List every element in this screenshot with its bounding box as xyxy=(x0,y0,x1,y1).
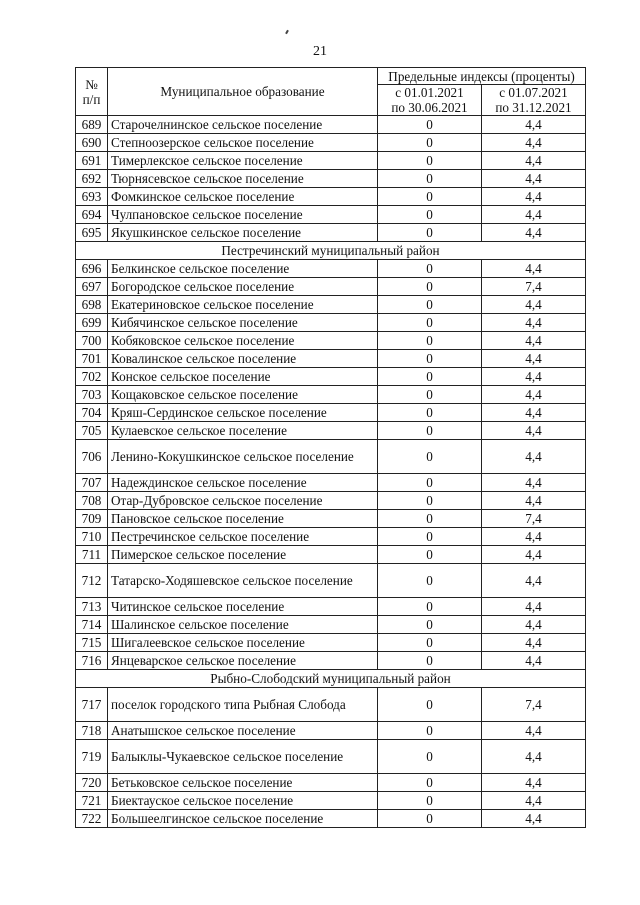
row-number: 719 xyxy=(76,740,108,774)
row-number: 697 xyxy=(76,278,108,296)
index-period-2: 4,4 xyxy=(482,116,586,134)
district-name: Пестречинский муниципальный район xyxy=(76,242,586,260)
table-row xyxy=(76,152,586,170)
municipality-name: Отар-Дубровское сельское поселение xyxy=(108,492,378,510)
row-number: 701 xyxy=(76,350,108,368)
row-number: 716 xyxy=(76,652,108,670)
index-period-1: 0 xyxy=(378,722,482,740)
row-number: 698 xyxy=(76,296,108,314)
index-period-2: 4,4 xyxy=(482,616,586,634)
header-municipality-label: Муниципальное образование xyxy=(160,84,325,99)
row-number: 694 xyxy=(76,206,108,224)
index-period-2: 4,4 xyxy=(482,260,586,278)
row-number: 722 xyxy=(76,810,108,828)
municipality-name: Белкинское сельское поселение xyxy=(108,260,378,278)
municipality-name: Фомкинское сельское поселение xyxy=(108,188,378,206)
municipality-name: Екатериновское сельское поселение xyxy=(108,296,378,314)
row-number: 702 xyxy=(76,368,108,386)
row-number: 707 xyxy=(76,474,108,492)
table-row xyxy=(76,474,586,492)
municipality-name: Надеждинское сельское поселение xyxy=(108,474,378,492)
index-period-1: 0 xyxy=(378,440,482,474)
index-period-1: 0 xyxy=(378,564,482,598)
district-row xyxy=(76,242,586,260)
table-row xyxy=(76,350,586,368)
table-row xyxy=(76,440,586,474)
index-period-1: 0 xyxy=(378,278,482,296)
header-number-label: № п/п xyxy=(82,76,101,107)
municipality-name: Тюрнясевское сельское поселение xyxy=(108,170,378,188)
index-period-2: 4,4 xyxy=(482,474,586,492)
index-period-1: 0 xyxy=(378,528,482,546)
municipality-name: Пановское сельское поселение xyxy=(108,510,378,528)
index-period-1: 0 xyxy=(378,260,482,278)
table-row xyxy=(76,116,586,134)
row-number: 718 xyxy=(76,722,108,740)
row-number: 710 xyxy=(76,528,108,546)
index-period-2: 4,4 xyxy=(482,546,586,564)
index-period-2: 4,4 xyxy=(482,386,586,404)
municipality-name: Бетьковское сельское поселение xyxy=(108,774,378,792)
index-period-2: 7,4 xyxy=(482,510,586,528)
index-period-1: 0 xyxy=(378,386,482,404)
table-row xyxy=(76,422,586,440)
page-number: 21 xyxy=(313,44,327,59)
table-row xyxy=(76,722,586,740)
municipality-name: Кряш-Сердинское сельское поселение xyxy=(108,404,378,422)
row-number: 699 xyxy=(76,314,108,332)
header-municipality xyxy=(108,68,378,116)
municipality-name: Кощаковское сельское поселение xyxy=(108,386,378,404)
index-period-2: 7,4 xyxy=(482,278,586,296)
scan-mark xyxy=(285,30,289,34)
index-period-1: 0 xyxy=(378,774,482,792)
index-period-1: 0 xyxy=(378,546,482,564)
municipality-name: Конское сельское поселение xyxy=(108,368,378,386)
table-row xyxy=(76,810,586,828)
index-period-1: 0 xyxy=(378,652,482,670)
index-period-1: 0 xyxy=(378,206,482,224)
header-period-1 xyxy=(378,85,482,116)
index-period-2: 4,4 xyxy=(482,368,586,386)
table-row xyxy=(76,774,586,792)
index-period-2: 4,4 xyxy=(482,792,586,810)
index-period-1: 0 xyxy=(378,368,482,386)
table-row xyxy=(76,616,586,634)
municipality-name: Татарско-Ходяшевское сельское поселение xyxy=(108,564,378,598)
index-period-2: 4,4 xyxy=(482,206,586,224)
index-period-2: 4,4 xyxy=(482,314,586,332)
table-header xyxy=(76,68,586,116)
table-row xyxy=(76,598,586,616)
municipality-name: поселок городского типа Рыбная Слобода xyxy=(108,688,378,722)
row-number: 717 xyxy=(76,688,108,722)
index-period-1: 0 xyxy=(378,740,482,774)
index-period-2: 4,4 xyxy=(482,528,586,546)
table-row xyxy=(76,546,586,564)
index-period-2: 4,4 xyxy=(482,404,586,422)
index-period-1: 0 xyxy=(378,688,482,722)
table-row xyxy=(76,206,586,224)
index-period-2: 4,4 xyxy=(482,188,586,206)
municipality-name: Шалинское сельское поселение xyxy=(108,616,378,634)
index-period-2: 4,4 xyxy=(482,440,586,474)
municipality-name: Янцеварское сельское поселение xyxy=(108,652,378,670)
table-row xyxy=(76,528,586,546)
municipality-name: Ковалинское сельское поселение xyxy=(108,350,378,368)
row-number: 714 xyxy=(76,616,108,634)
header-number xyxy=(76,68,108,116)
index-period-1: 0 xyxy=(378,332,482,350)
row-number: 704 xyxy=(76,404,108,422)
row-number: 712 xyxy=(76,564,108,598)
municipality-name: Читинское сельское поселение xyxy=(108,598,378,616)
municipality-name: Тимерлекское сельское поселение xyxy=(108,152,378,170)
index-period-1: 0 xyxy=(378,474,482,492)
header-limit-indices-label: Предельные индексы (проценты) xyxy=(388,68,575,84)
municipality-name: Пимерское сельское поселение xyxy=(108,546,378,564)
municipality-name: Старочелнинское сельское поселение xyxy=(108,116,378,134)
index-period-2: 4,4 xyxy=(482,492,586,510)
municipality-name: Якушкинское сельское поселение xyxy=(108,224,378,242)
index-period-2: 4,4 xyxy=(482,740,586,774)
table-row xyxy=(76,510,586,528)
index-period-2: 4,4 xyxy=(482,350,586,368)
table-row xyxy=(76,564,586,598)
municipality-name: Большеелгинское сельское поселение xyxy=(108,810,378,828)
index-period-2: 4,4 xyxy=(482,774,586,792)
index-period-1: 0 xyxy=(378,296,482,314)
row-number: 715 xyxy=(76,634,108,652)
index-period-2: 4,4 xyxy=(482,224,586,242)
municipality-name: Богородское сельское поселение xyxy=(108,278,378,296)
table-row xyxy=(76,260,586,278)
municipality-name: Чулпановское сельское поселение xyxy=(108,206,378,224)
header-period-2 xyxy=(482,85,586,116)
index-period-1: 0 xyxy=(378,492,482,510)
row-number: 691 xyxy=(76,152,108,170)
index-period-2: 7,4 xyxy=(482,688,586,722)
index-period-2: 4,4 xyxy=(482,564,586,598)
index-period-2: 4,4 xyxy=(482,634,586,652)
index-period-2: 4,4 xyxy=(482,810,586,828)
index-period-1: 0 xyxy=(378,404,482,422)
header-period-1-label: с 01.01.2021 по 30.06.2021 xyxy=(391,85,468,115)
index-period-2: 4,4 xyxy=(482,152,586,170)
index-period-1: 0 xyxy=(378,188,482,206)
table-row xyxy=(76,314,586,332)
row-number: 692 xyxy=(76,170,108,188)
index-period-1: 0 xyxy=(378,314,482,332)
index-period-2: 4,4 xyxy=(482,296,586,314)
municipality-name: Ленино-Кокушкинское сельское поселение xyxy=(108,440,378,474)
table-row xyxy=(76,170,586,188)
index-period-2: 4,4 xyxy=(482,598,586,616)
table-row xyxy=(76,278,586,296)
index-period-1: 0 xyxy=(378,616,482,634)
municipality-name: Пестречинское сельское поселение xyxy=(108,528,378,546)
index-period-1: 0 xyxy=(378,116,482,134)
index-period-2: 4,4 xyxy=(482,722,586,740)
table-row xyxy=(76,492,586,510)
row-number: 706 xyxy=(76,440,108,474)
table-row xyxy=(76,634,586,652)
table-row xyxy=(76,332,586,350)
header-limit-indices xyxy=(378,68,586,85)
index-period-1: 0 xyxy=(378,810,482,828)
row-number: 708 xyxy=(76,492,108,510)
table-row xyxy=(76,224,586,242)
index-period-1: 0 xyxy=(378,134,482,152)
table-row xyxy=(76,368,586,386)
row-number: 711 xyxy=(76,546,108,564)
table-row xyxy=(76,404,586,422)
row-number: 689 xyxy=(76,116,108,134)
municipality-name: Кулаевское сельское поселение xyxy=(108,422,378,440)
municipality-name: Шигалеевское сельское поселение xyxy=(108,634,378,652)
index-period-1: 0 xyxy=(378,350,482,368)
table-row xyxy=(76,188,586,206)
index-period-2: 4,4 xyxy=(482,422,586,440)
district-name: Рыбно-Слободский муниципальный район xyxy=(76,670,586,688)
row-number: 695 xyxy=(76,224,108,242)
municipality-name: Анатышское сельское поселение xyxy=(108,722,378,740)
index-period-1: 0 xyxy=(378,634,482,652)
row-number: 696 xyxy=(76,260,108,278)
indices-table xyxy=(75,67,586,828)
index-period-2: 4,4 xyxy=(482,332,586,350)
table-row xyxy=(76,652,586,670)
municipality-name: Кибячинское сельское поселение xyxy=(108,314,378,332)
district-row xyxy=(76,670,586,688)
index-period-1: 0 xyxy=(378,170,482,188)
index-period-1: 0 xyxy=(378,224,482,242)
row-number: 693 xyxy=(76,188,108,206)
index-period-1: 0 xyxy=(378,598,482,616)
index-period-2: 4,4 xyxy=(482,652,586,670)
index-period-1: 0 xyxy=(378,792,482,810)
municipality-name: Степноозерское сельское поселение xyxy=(108,134,378,152)
row-number: 690 xyxy=(76,134,108,152)
row-number: 705 xyxy=(76,422,108,440)
index-period-2: 4,4 xyxy=(482,134,586,152)
index-period-2: 4,4 xyxy=(482,170,586,188)
header-period-2-label: с 01.07.2021 по 31.12.2021 xyxy=(495,85,572,115)
row-number: 700 xyxy=(76,332,108,350)
row-number: 720 xyxy=(76,774,108,792)
table-row xyxy=(76,296,586,314)
index-period-1: 0 xyxy=(378,510,482,528)
row-number: 709 xyxy=(76,510,108,528)
table-row xyxy=(76,740,586,774)
table-row xyxy=(76,792,586,810)
row-number: 721 xyxy=(76,792,108,810)
municipality-name: Кобяковское сельское поселение xyxy=(108,332,378,350)
municipality-name: Биектауское сельское поселение xyxy=(108,792,378,810)
table-body xyxy=(76,116,586,828)
table-row xyxy=(76,134,586,152)
index-period-1: 0 xyxy=(378,422,482,440)
row-number: 703 xyxy=(76,386,108,404)
row-number: 713 xyxy=(76,598,108,616)
municipality-name: Балыклы-Чукаевское сельское поселение xyxy=(108,740,378,774)
index-period-1: 0 xyxy=(378,152,482,170)
table-row xyxy=(76,688,586,722)
table-row xyxy=(76,386,586,404)
